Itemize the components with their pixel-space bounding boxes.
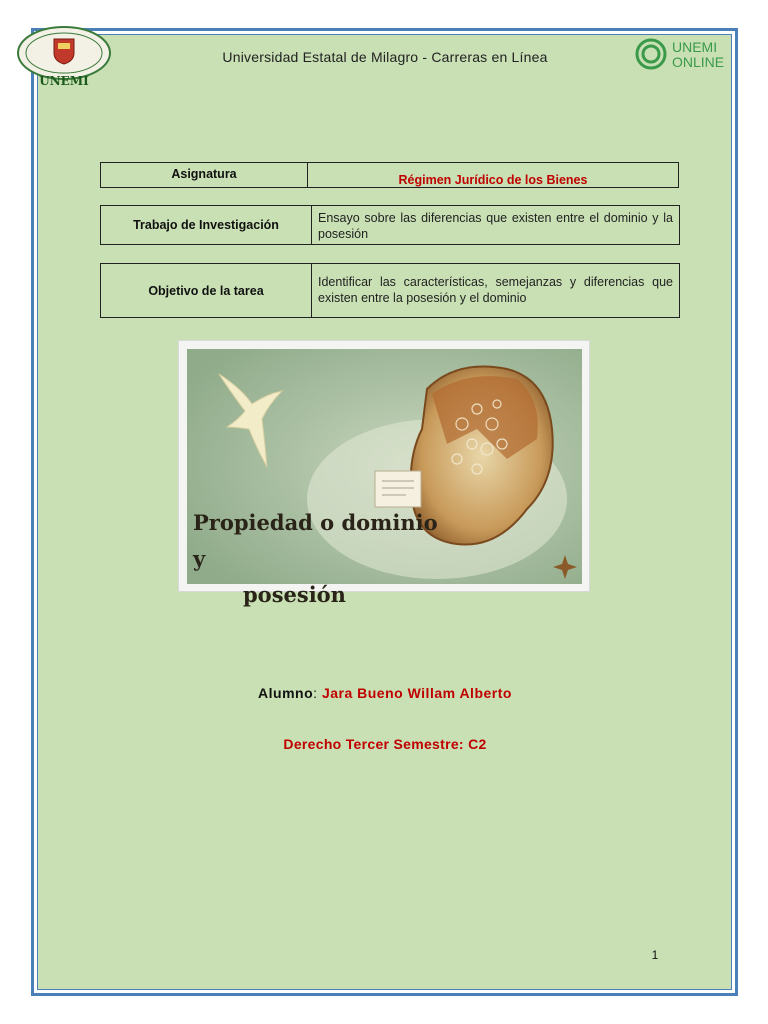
objective-table xyxy=(100,263,680,318)
subject-table xyxy=(100,162,679,188)
cover-caption xyxy=(193,505,453,613)
page-header-title: Universidad Estatal de Milagro - Carreras en Línea xyxy=(222,49,548,65)
subject-value: Régimen Jurídico de los Bienes xyxy=(398,173,588,187)
unemi-online-logo xyxy=(634,36,744,72)
scroll-document-icon xyxy=(375,471,421,507)
student-label: Alumno xyxy=(258,685,314,701)
course-line: Derecho Tercer Semestre: C2 xyxy=(283,736,487,752)
unemi-seal-logo xyxy=(14,25,114,89)
research-label: Trabajo de Investigación xyxy=(101,206,312,244)
svg-text:ONLINE: ONLINE xyxy=(672,54,725,70)
student-name: Jara Bueno Willam Alberto xyxy=(321,685,512,701)
research-value: Ensayo sobre las diferencias que existen entre el dominio y la posesión xyxy=(318,211,673,241)
page-number: 1 xyxy=(651,948,659,962)
objective-value: Identificar las características, semejanzas y diferencias que existen entre la posesión y el dominio xyxy=(318,275,673,305)
svg-text:UNEMI: UNEMI xyxy=(672,39,718,55)
student-line xyxy=(150,685,620,701)
cover-illustration xyxy=(178,340,590,607)
cover-caption-line2: posesión xyxy=(243,582,346,607)
cover-caption-line1: Propiedad o dominio y xyxy=(193,510,438,571)
student-separator: : xyxy=(313,685,322,701)
research-table xyxy=(100,205,680,245)
svg-text:UNEMI: UNEMI xyxy=(39,74,89,88)
subject-label: Asignatura xyxy=(101,163,308,187)
objective-label: Objetivo de la tarea xyxy=(101,264,312,317)
